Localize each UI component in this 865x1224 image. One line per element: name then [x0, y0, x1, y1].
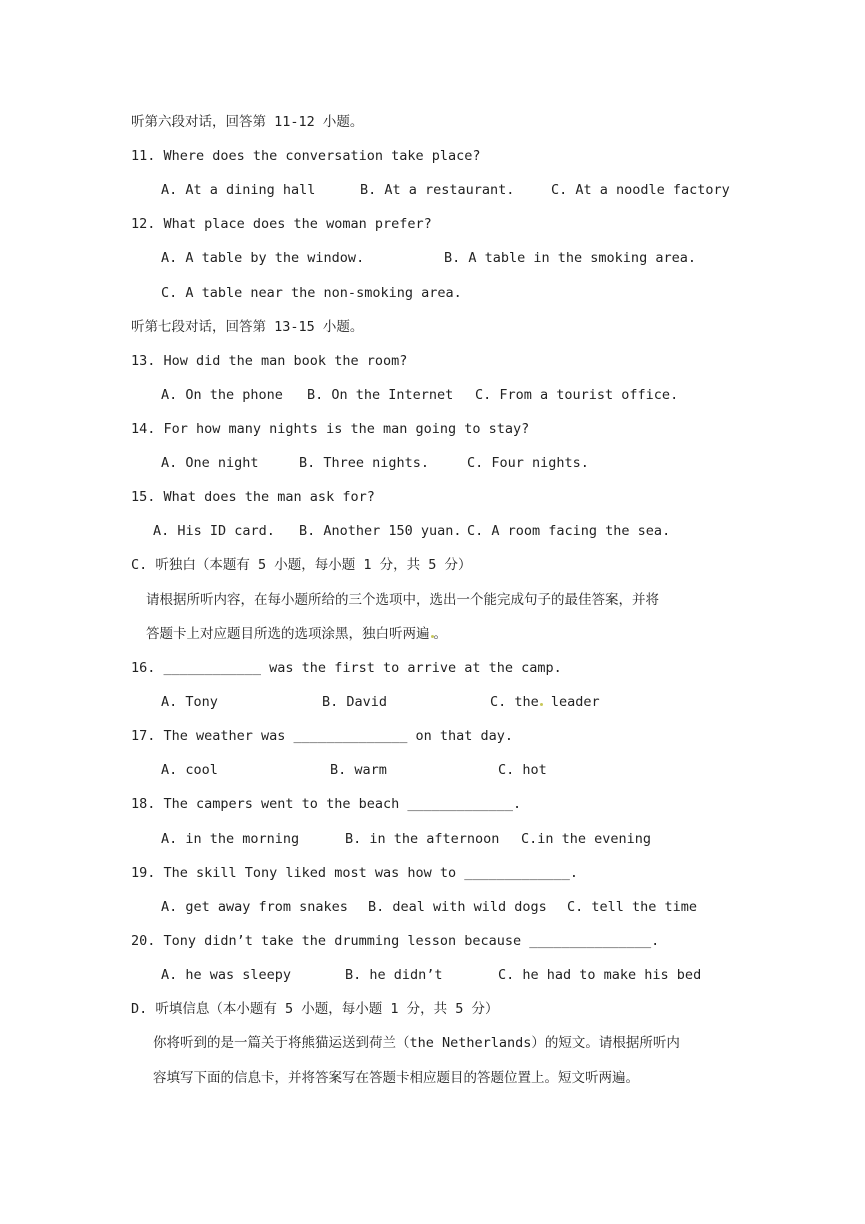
option-a: A. cool — [161, 762, 218, 778]
instruction-text: 容填写下面的信息卡，并将答案写在答题卡相应题目的答题位置上。短文听两遍。 — [153, 1070, 639, 1086]
option-c: C. the leader — [490, 694, 600, 710]
question-stem: 15. What does the man ask for? — [131, 489, 375, 505]
option-b: B. deal with wild dogs — [368, 899, 547, 915]
section-heading: C. 听独白（本题有 5 小题，每小题 1 分，共 5 分） — [131, 557, 472, 573]
option-a: A. At a dining hall — [161, 182, 316, 198]
option-b: B. he didn’t — [345, 967, 443, 983]
option-b: B. At a restaurant. — [360, 182, 515, 198]
instruction-text: 你将听到的是一篇关于将熊猫运送到荷兰（the Netherlands）的短文。请根据所听内 — [153, 1035, 680, 1051]
option-a: A. Tony — [161, 694, 218, 710]
option-c: C. From a tourist office. — [475, 387, 679, 403]
instruction-text: 答题卡上对应题目所选的选项涂黑，独白听两遍 。 — [146, 626, 447, 642]
option-b: B. On the Internet — [307, 387, 454, 403]
question-stem: 16. ____________ was the first to arrive at the camp. — [131, 660, 562, 676]
question-stem: 12. What place does the woman prefer? — [131, 216, 432, 232]
section-heading: 听第六段对话，回答第 11-12 小题。 — [131, 114, 364, 130]
option-a: A. On the phone — [161, 387, 283, 403]
option-a: A. in the morning — [161, 831, 300, 847]
option-c: C. tell the time — [567, 899, 698, 915]
question-stem: 13. How did the man book the room? — [131, 353, 408, 369]
option-b: B. David — [322, 694, 388, 710]
question-stem: 14. For how many nights is the man going to stay? — [131, 421, 530, 437]
question-stem: 17. The weather was ______________ on that day. — [131, 728, 514, 744]
question-stem: 11. Where does the conversation take place? — [131, 148, 481, 164]
option-c: C. he had to make his bed — [498, 967, 702, 983]
option-b: B. Another 150 yuan. — [299, 523, 462, 539]
option-a: A. A table by the window. — [161, 250, 365, 266]
option-c: C. A room facing the sea. — [467, 523, 671, 539]
option-b: B. A table in the smoking area. — [444, 250, 696, 266]
option-b: B. in the afternoon — [345, 831, 500, 847]
option-a: A. His ID card. — [153, 523, 275, 539]
option-c: C. hot — [498, 762, 547, 778]
option-c: C. A table near the non-smoking area. — [161, 285, 462, 301]
option-a: A. One night — [161, 455, 259, 471]
question-stem: 20. Tony didn’t take the drumming lesson because _______________. — [131, 933, 660, 949]
question-stem: 19. The skill Tony liked most was how to _____________. — [131, 865, 579, 881]
option-b: B. Three nights. — [299, 455, 430, 471]
option-a: A. get away from snakes — [161, 899, 348, 915]
option-c: C. At a noodle factory — [551, 182, 730, 198]
option-c: C.in the evening — [521, 831, 652, 847]
section-heading: D. 听填信息（本小题有 5 小题，每小题 1 分，共 5 分） — [131, 1001, 499, 1017]
option-b: B. warm — [330, 762, 387, 778]
instruction-text: 请根据所听内容，在每小题所给的三个选项中，选出一个能完成句子的最佳答案，并将 — [146, 592, 659, 608]
question-stem: 18. The campers went to the beach _____________. — [131, 796, 522, 812]
option-c: C. Four nights. — [467, 455, 589, 471]
section-heading: 听第七段对话，回答第 13-15 小题。 — [131, 319, 364, 335]
option-a: A. he was sleepy — [161, 967, 292, 983]
